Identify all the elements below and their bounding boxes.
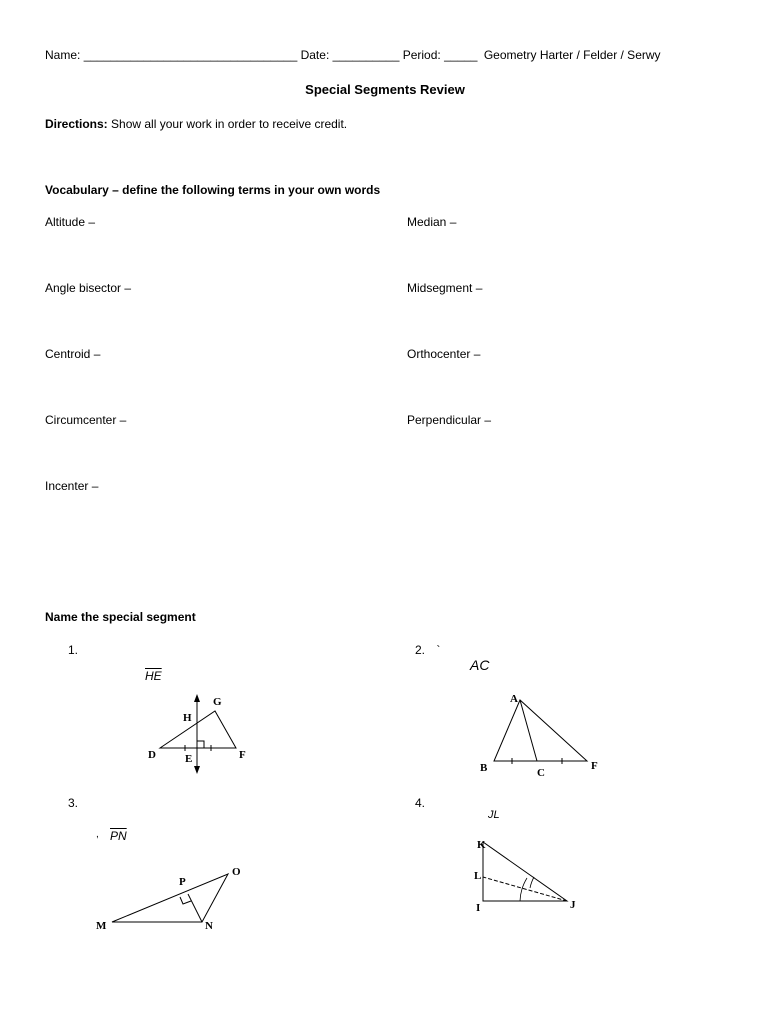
vocab-term-median: Median – <box>407 215 457 229</box>
fig3-label-o: O <box>232 866 241 878</box>
header-line <box>45 48 661 62</box>
fig1-arrow-down <box>194 766 200 774</box>
problem-1-number: 1. <box>68 643 79 657</box>
fig2-median-ac <box>520 700 537 761</box>
vocab-term-altitude: Altitude – <box>45 215 96 229</box>
fig1-right-angle <box>197 741 204 748</box>
figure-2-triangle <box>470 685 610 785</box>
fig3-label-m: M <box>96 920 107 932</box>
fig1-label-h: H <box>183 712 192 724</box>
problem-2-segment: AC <box>470 657 490 673</box>
problem-2-num: 2. <box>415 643 426 657</box>
problem-4-number: 4. <box>415 796 426 810</box>
name-label: Name: <box>45 48 81 62</box>
fig1-label-d: D <box>148 749 156 761</box>
vocab-term-angle-bisector: Angle bisector – <box>45 281 132 295</box>
fig1-label-e: E <box>185 753 193 765</box>
directions-text: Show all your work in order to receive credit. <box>111 117 348 131</box>
vocab-term-midsegment: Midsegment – <box>407 281 483 295</box>
directions-label: Directions: <box>45 117 108 131</box>
fig4-label-i: I <box>476 902 481 914</box>
figure-3-triangle <box>90 860 260 940</box>
fig3-triangle-mon <box>112 874 228 922</box>
fig2-label-c: C <box>537 767 545 779</box>
page-title: Special Segments Review <box>305 82 465 97</box>
fig2-label-b: B <box>480 762 488 774</box>
problem-1-segment: $\overline{HE}$ <box>145 669 162 683</box>
special-segment-heading: Name the special segment <box>45 610 196 624</box>
fig4-label-l: L <box>474 870 482 882</box>
fig1-triangle-dgf <box>160 711 236 748</box>
vocab-term-perpendicular: Perpendicular – <box>407 413 492 427</box>
fig1-label-f: F <box>239 749 246 761</box>
fig3-altitude-pn <box>188 894 202 922</box>
course-label: Geometry Harter / Felder / Serwy <box>483 48 661 62</box>
vocab-term-centroid: Centroid – <box>45 347 101 361</box>
period-blank[interactable]: _____ <box>444 48 478 62</box>
fig2-triangle-abf <box>494 700 587 761</box>
vocabulary-heading: Vocabulary – define the following terms in your own words <box>45 183 381 197</box>
fig1-label-g: G <box>213 696 222 708</box>
fig4-label-j: J <box>570 899 576 911</box>
fig2-label-a: A <box>510 693 518 705</box>
fig4-label-k: K <box>477 839 486 851</box>
problem-3-segment: $\overline{PN}$ <box>110 829 127 843</box>
vocab-term-circumcenter: Circumcenter – <box>45 413 127 427</box>
date-label: Date: <box>300 48 330 62</box>
figure-4-triangle <box>470 830 590 920</box>
problem-2-mark: ` <box>436 643 441 657</box>
problem-4-segment: JL <box>488 809 500 821</box>
fig4-bisector-jl <box>483 877 567 901</box>
fig3-label-p: P <box>179 876 186 888</box>
fig2-label-f: F <box>591 760 598 772</box>
fig4-angle-arc-inner <box>530 877 534 888</box>
date-blank[interactable]: __________ <box>332 48 400 62</box>
vocab-term-incenter: Incenter – <box>45 479 99 493</box>
directions <box>45 117 347 131</box>
fig3-right-angle <box>180 897 191 904</box>
problem-2-number <box>415 643 440 657</box>
fig4-triangle-kij <box>483 842 567 901</box>
vocab-term-orthocenter: Orthocenter – <box>407 347 481 361</box>
figure-1-triangle <box>140 690 260 780</box>
problem-3-mark: , <box>96 829 99 840</box>
period-label: Period: <box>402 48 441 62</box>
name-blank[interactable]: ________________________________ <box>83 48 298 62</box>
fig3-label-n: N <box>205 920 213 932</box>
problem-3-number: 3. <box>68 796 79 810</box>
fig1-arrow-up <box>194 694 200 702</box>
